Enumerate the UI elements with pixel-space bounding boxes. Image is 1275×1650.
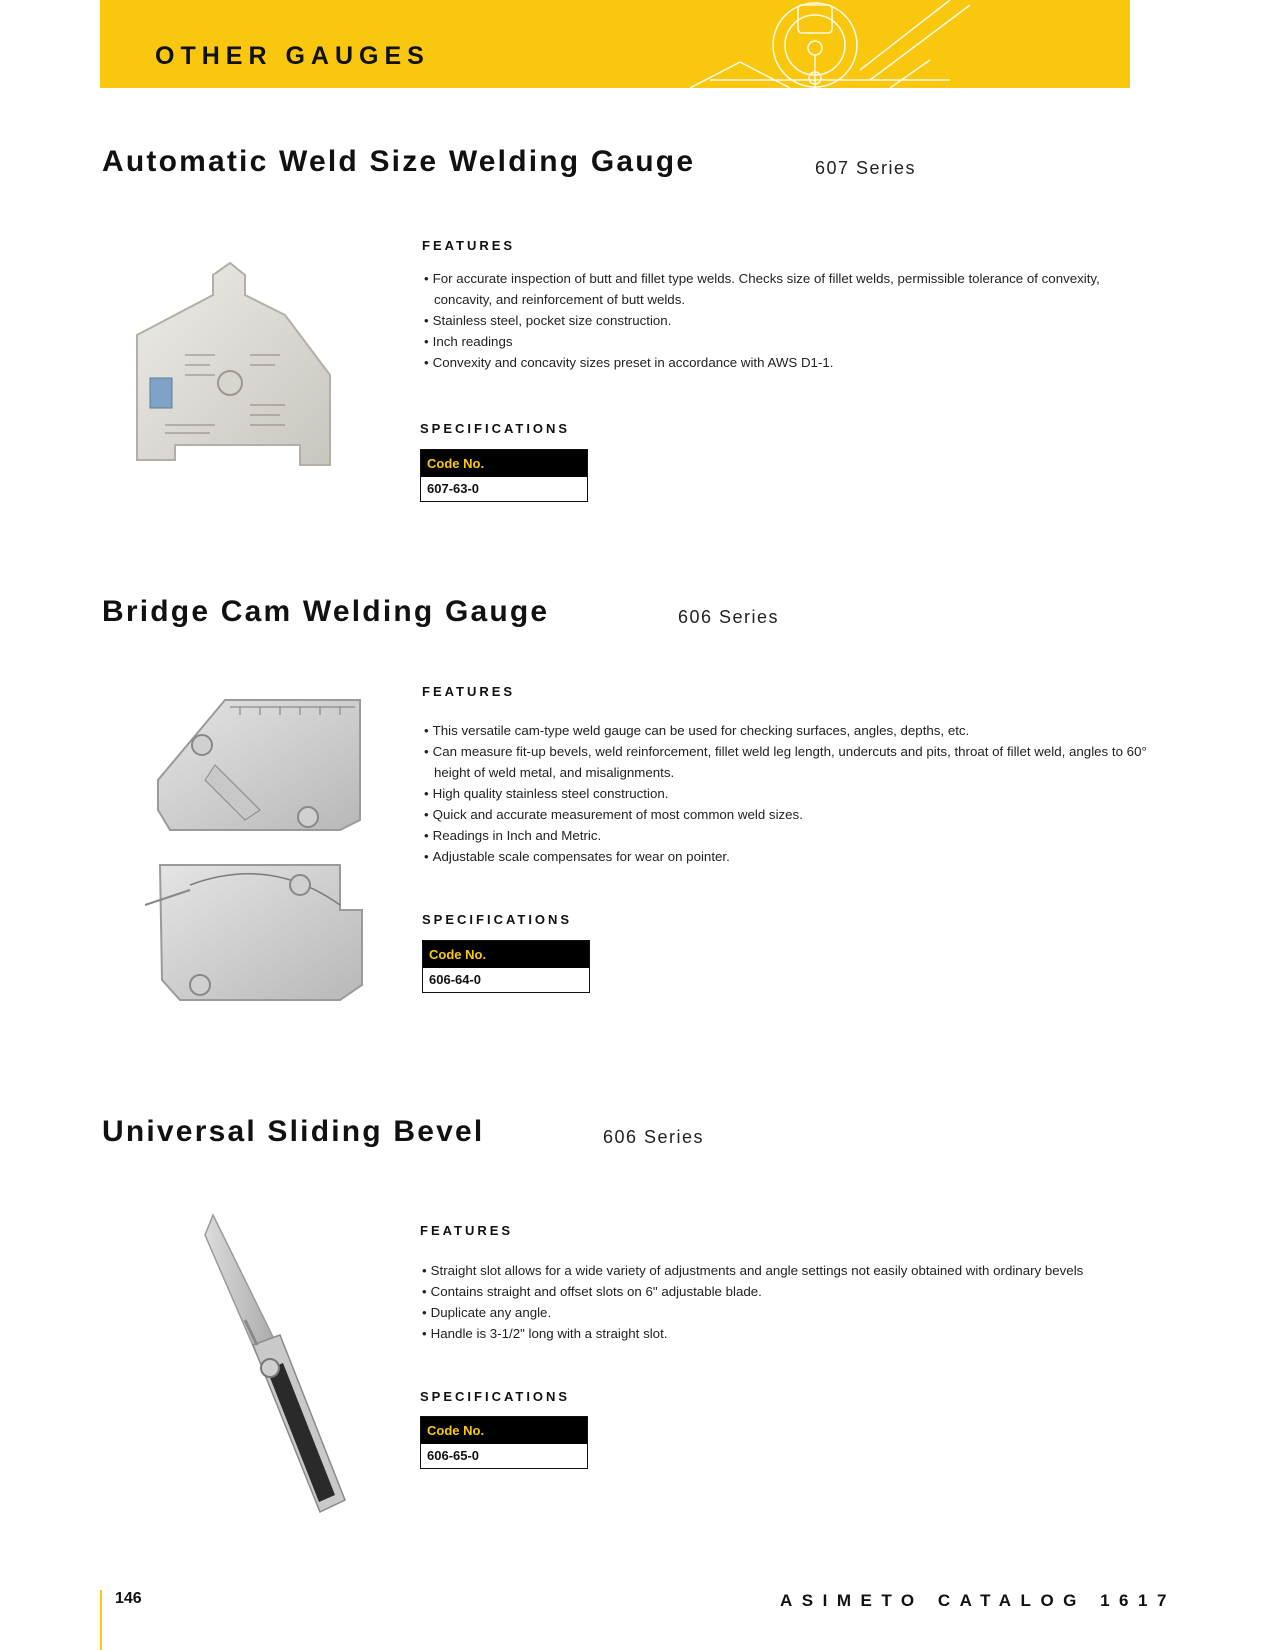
feature-item: • Adjustable scale compensates for wear on pointer. <box>422 846 1152 867</box>
feature-item: • Duplicate any angle. <box>420 1302 1150 1323</box>
code-number: 607-63-0 <box>421 477 587 501</box>
page-number: 146 <box>115 1590 142 1607</box>
section-title: OTHER GAUGES <box>155 42 430 70</box>
weld-size-gauge-image <box>125 255 345 485</box>
spec-table <box>420 1416 588 1469</box>
bridge-cam-gauge-image <box>140 695 380 1020</box>
header-banner <box>100 0 1130 88</box>
feature-item: • Contains straight and offset slots on 6" adjustable blade. <box>420 1281 1150 1302</box>
feature-item: • High quality stainless steel construction. <box>422 783 1152 804</box>
sliding-bevel-image <box>185 1210 365 1520</box>
spec-table <box>422 940 590 993</box>
features-list <box>422 720 1152 867</box>
feature-item: • Can measure fit-up bevels, weld reinforcement, fillet weld leg length, undercuts and pits, throat of fillet weld, angles to 60° height of weld metal, and misalignments. <box>422 741 1152 783</box>
features-heading: FEATURES <box>422 238 516 253</box>
feature-item: • Readings in Inch and Metric. <box>422 825 1152 846</box>
features-list <box>420 1260 1150 1344</box>
page-number-rule <box>100 1590 102 1650</box>
spec-table <box>420 449 588 502</box>
feature-item: • For accurate inspection of butt and fillet type welds. Checks size of fillet welds, permissible tolerance of convexity, concavity, and reinforcement of butt welds. <box>422 268 1152 310</box>
catalog-name: ASIMETO CATALOG 1617 <box>780 1591 1176 1610</box>
specifications-heading: SPECIFICATIONS <box>420 421 571 436</box>
feature-item: • This versatile cam-type weld gauge can be used for checking surfaces, angles, depths, etc. <box>422 720 1152 741</box>
product-series: 606 Series <box>603 1127 705 1147</box>
feature-item: • Stainless steel, pocket size construction. <box>422 310 1152 331</box>
product-series: 607 Series <box>815 158 917 178</box>
gauge-illustration <box>690 0 970 88</box>
specifications-heading: SPECIFICATIONS <box>420 1389 571 1404</box>
spec-header: Code No. <box>421 1417 587 1444</box>
product-series: 606 Series <box>678 607 780 627</box>
product-title: Bridge Cam Welding Gauge <box>102 595 550 628</box>
feature-item: • Inch readings <box>422 331 1152 352</box>
spec-header: Code No. <box>421 450 587 477</box>
code-number: 606-65-0 <box>421 1444 587 1468</box>
features-heading: FEATURES <box>420 1223 514 1238</box>
feature-item: • Convexity and concavity sizes preset in accordance with AWS D1-1. <box>422 352 1152 373</box>
features-list <box>422 268 1152 373</box>
specifications-heading: SPECIFICATIONS <box>422 912 573 927</box>
feature-item: • Straight slot allows for a wide variety of adjustments and angle settings not easily obtained with ordinary bevels <box>420 1260 1150 1281</box>
product-title: Automatic Weld Size Welding Gauge <box>102 145 696 178</box>
feature-item: • Handle is 3-1/2" long with a straight slot. <box>420 1323 1150 1344</box>
spec-header: Code No. <box>423 941 589 968</box>
product-title: Universal Sliding Bevel <box>102 1115 485 1148</box>
code-number: 606-64-0 <box>423 968 589 992</box>
features-heading: FEATURES <box>422 684 516 699</box>
feature-item: • Quick and accurate measurement of most common weld sizes. <box>422 804 1152 825</box>
